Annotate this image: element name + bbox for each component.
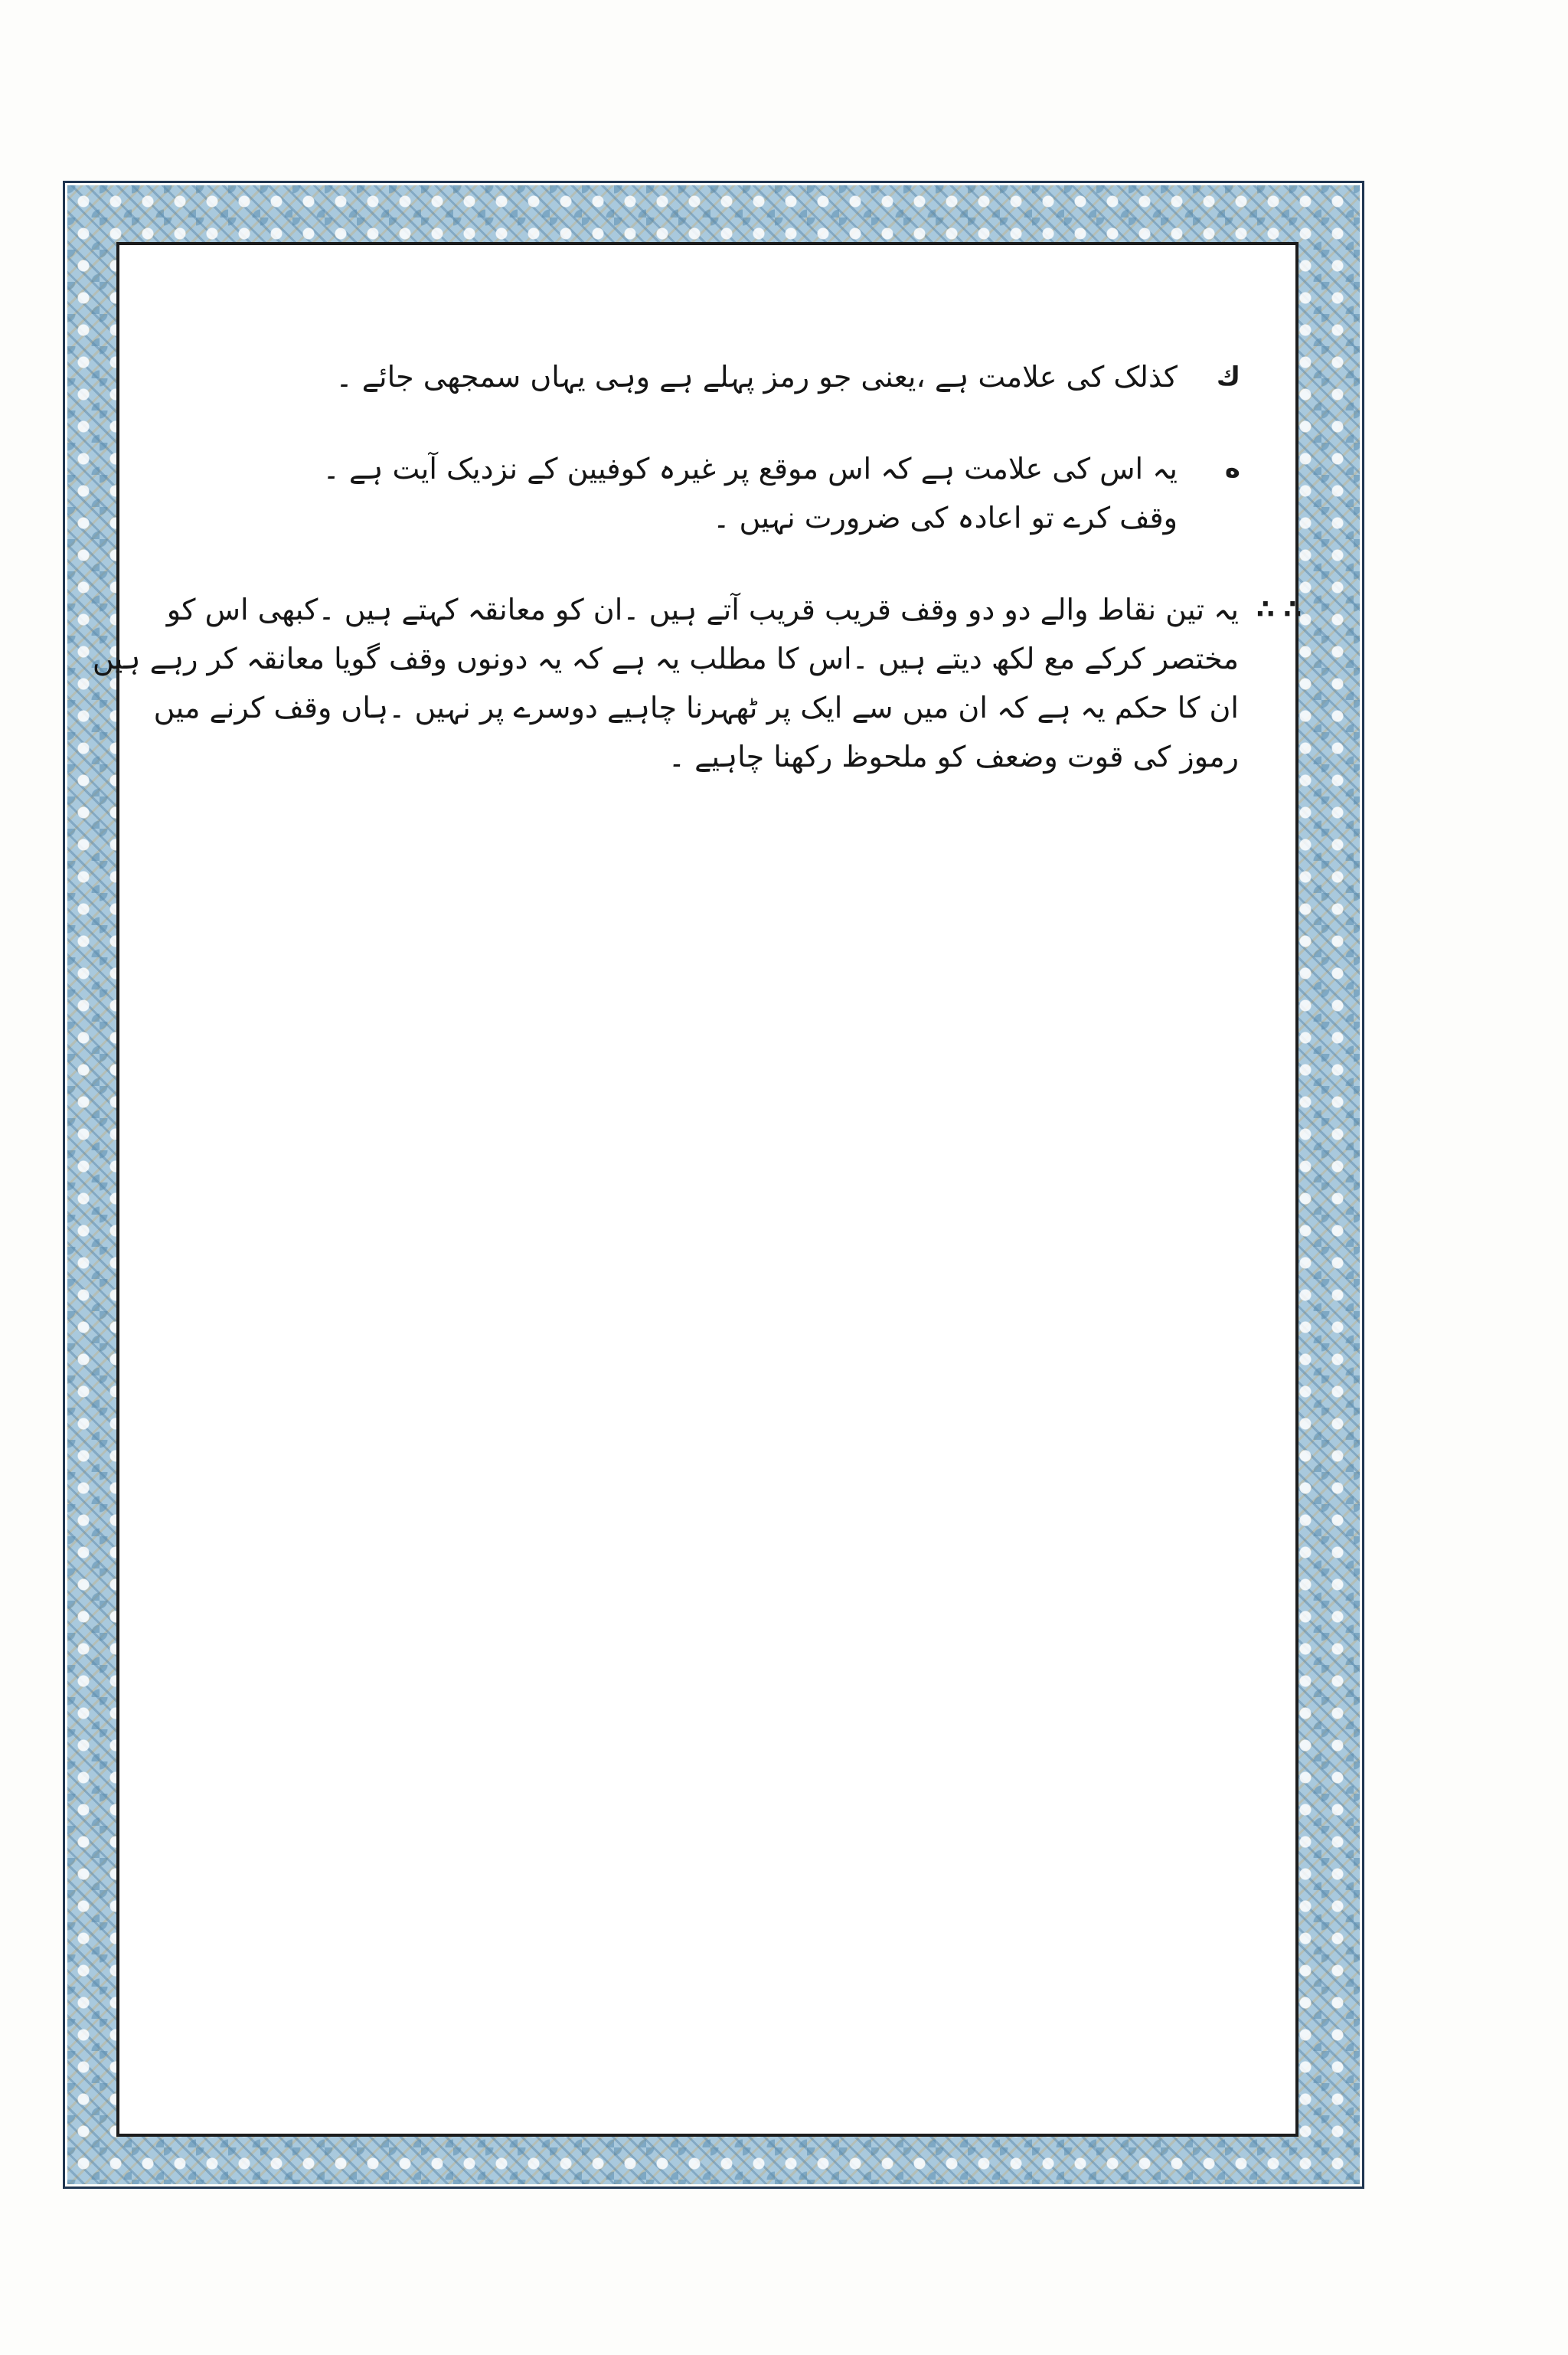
entry-muaanaqa: [92, 585, 1302, 781]
entry-body: [181, 444, 1178, 542]
entry-line: وقف کرے تو اعادہ کی ضرورت نہیں ۔: [713, 501, 1178, 535]
entry-marker: ك: [1216, 361, 1240, 392]
entry-line: رموز کی قوت وضعف کو ملحوظ رکھنا چاہیے ۔: [668, 740, 1239, 774]
entry-line: ان کا حکم یہ ہے کہ ان میں سے ایک پر ٹھہرنا چاہیے دوسرے پر نہیں ۔ہاں وقف کرنے میں: [153, 691, 1239, 724]
content-panel: [92, 242, 1302, 2137]
entry-line: کذلک کی علامت ہے ،یعنی جو رمز پہلے ہے وہی یہاں سمجھی جائے ۔: [335, 360, 1178, 394]
entry-kazalik: [181, 352, 1240, 401]
entry-body: [181, 352, 1178, 401]
entry-line: یہ تین نقاط والے دو دو وقف قریب قریب آتے ہیں ۔ان کو معانقہ کہتے ہیں ۔کبھی اس کو: [166, 593, 1239, 626]
entry-marker: ه: [1224, 453, 1240, 484]
entry-line: یہ اس کی علامت ہے کہ اس موقع پر غیرہ کوفیین کے نزدیک آیت ہے ۔: [322, 452, 1178, 486]
entry-aayat-koofiyeen: [181, 444, 1240, 542]
entry-body: [93, 585, 1239, 781]
entry-line: مختصر کرکے مع لکھ دیتے ہیں ۔اس کا مطلب یہ ہے کہ یہ دونوں وقف گویا معانقہ کر رہے ہیں: [92, 642, 1239, 675]
entry-marker: ∴ ∴: [1256, 594, 1302, 625]
text-area: [92, 352, 1302, 824]
